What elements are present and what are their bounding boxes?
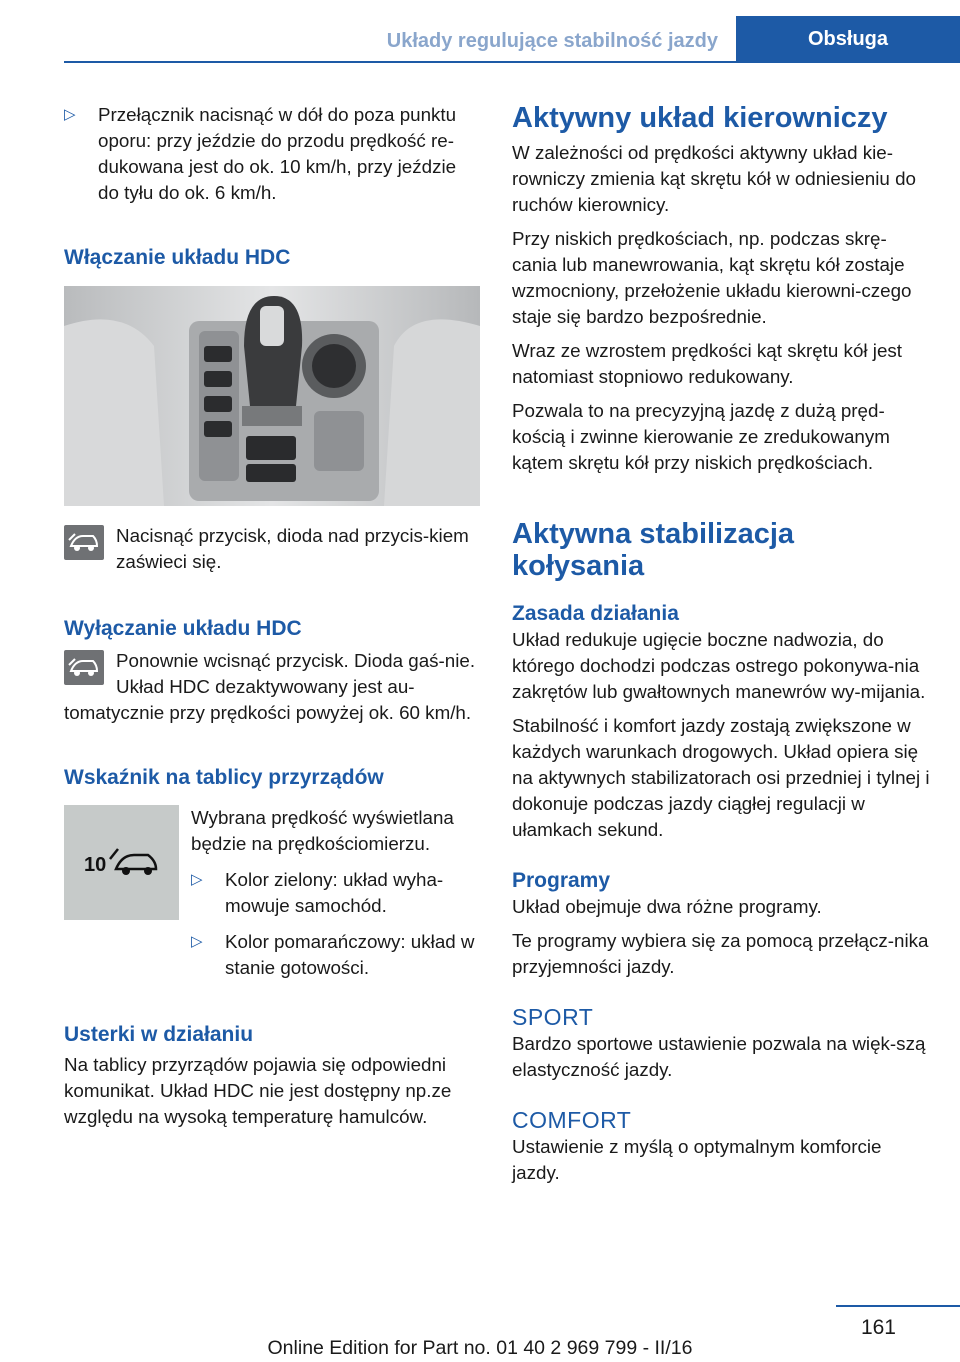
hdc-indicator-icon: [64, 805, 179, 920]
program-sport-label: SPORT: [512, 1004, 594, 1030]
steering-paragraph: W zależności od prędkości aktywny układ kie-rowniczy zmienia kąt skrętu kół w odniesieniu do ruchów kierownicy.: [512, 142, 916, 215]
bullet-triangle-icon: ▷: [191, 933, 203, 950]
bullet-text: Kolor zielony: układ wyha-mowuje samochód.: [225, 869, 444, 916]
indicator-text-block: [191, 805, 482, 981]
indicator-value: 10: [83, 853, 106, 876]
header-tab-obsluga: Obsługa: [736, 16, 960, 63]
right-column: [512, 102, 930, 1186]
heading-enable-hdc: Włączanie układu HDC: [64, 246, 291, 269]
footer-edition: Online Edition for Part no. 01 40 2 969 799 - II/16: [267, 1337, 693, 1359]
principle-paragraph: Układ redukuje ugięcie boczne nadwozia, do którego dochodzi podczas ostrego pokonywa-nia zakrętów lub gwałtownych manewrów wy-mijania.: [512, 629, 926, 702]
faults-text: Na tablicy przyrządów pojawia się odpowiedni komunikat. Układ HDC nie jest dostępny np.ze względu na wysoką temperaturę hamulców.: [64, 1054, 452, 1127]
bullet-item: [191, 929, 482, 981]
heading-active-roll-stabilization: Aktywna stabilizacja kołysania: [512, 518, 795, 582]
bullet-triangle-icon: ▷: [64, 106, 76, 123]
indicator-block: [64, 805, 482, 981]
gear-console-illustration: [64, 286, 480, 506]
header-rule: [64, 61, 960, 63]
steering-paragraph: Wraz ze wzrostem prędkości kąt skrętu kół jest natomiast stopniowo redukowany.: [512, 340, 903, 387]
disable-text: Ponownie wcisnąć przycisk. Dioda gaś-nie. Układ HDC dezaktywowany jest au-tomatycznie przy prędkości powyżej ok. 60 km/h.: [64, 650, 476, 723]
programs-paragraph: Te programy wybiera się za pomocą przełącz-nika przyjemności jazdy.: [512, 930, 929, 977]
heading-disable-hdc: Wyłączanie układu HDC: [64, 617, 302, 640]
program-comfort-text: Ustawienie z myślą o optymalnym komforcie jazdy.: [512, 1136, 882, 1183]
bullet-text: Kolor pomarańczowy: układ w stanie gotowości.: [225, 931, 475, 978]
gear-console-photo: [64, 286, 480, 506]
disable-instruction: [64, 648, 482, 726]
left-column: [64, 102, 482, 1130]
program-sport-text: Bardzo sportowe ustawienie pozwala na więk-szą elastyczność jazdy.: [512, 1033, 926, 1080]
bullet-triangle-icon: ▷: [191, 871, 203, 888]
indicator-text: Wybrana prędkość wyświetlana będzie na prędkościomierzu.: [191, 807, 454, 854]
header-section-title: Układy regulujące stabilność jazdy: [386, 30, 718, 52]
bullet-item: [191, 867, 482, 919]
heading-programs: Programy: [512, 869, 611, 892]
bullet-text: Przełącznik nacisnąć w dół do poza punktu oporu: przy jeździe do przodu prędkość re-dukowana jest do ok. 10 km/h, przy jeździe do tyłu do ok. 6 km/h.: [98, 104, 457, 203]
programs-paragraph: Układ obejmuje dwa różne programy.: [512, 896, 822, 917]
hdc-button-icon: [64, 650, 104, 685]
bullet-item: [64, 102, 482, 206]
heading-faults: Usterki w działaniu: [64, 1023, 254, 1046]
enable-instruction: [64, 523, 482, 575]
heading-active-steering: Aktywny układ kierowniczy: [512, 102, 888, 134]
heading-indicator: Wskaźnik na tablicy przyrządów: [64, 766, 384, 789]
footer-rule: [836, 1305, 960, 1307]
steering-paragraph: Pozwala to na precyzyjną jazdę z dużą pręd-kością i zwinne kierowanie ze zredukowanym kątem skrętu kół przy niskich prędkościach.: [512, 400, 890, 473]
hdc-button-icon: [64, 525, 104, 560]
heading-principle: Zasada działania: [512, 602, 679, 625]
principle-paragraph: Stabilność i komfort jazdy zostają zwiększone w każdych warunkach drogowych. Układ opiera się na aktywnych stabilizatorach osi przedniej i tylnej i dokonuje podczas jazdy ciągłej regulacji w ułamkach sekund.: [512, 715, 930, 840]
steering-paragraph: Przy niskich prędkościach, np. podczas skrę-cania lub manewrowania, kąt skrętu kół zostaje wzmocniony, przełożenie układu kierowni-czego staje się bardzo bezpośrednie.: [512, 228, 912, 327]
program-comfort-label: COMFORT: [512, 1107, 632, 1133]
enable-text: Nacisnąć przycisk, dioda nad przycis-kiem zaświeci się.: [116, 525, 469, 572]
page-number: 161: [860, 1316, 896, 1339]
